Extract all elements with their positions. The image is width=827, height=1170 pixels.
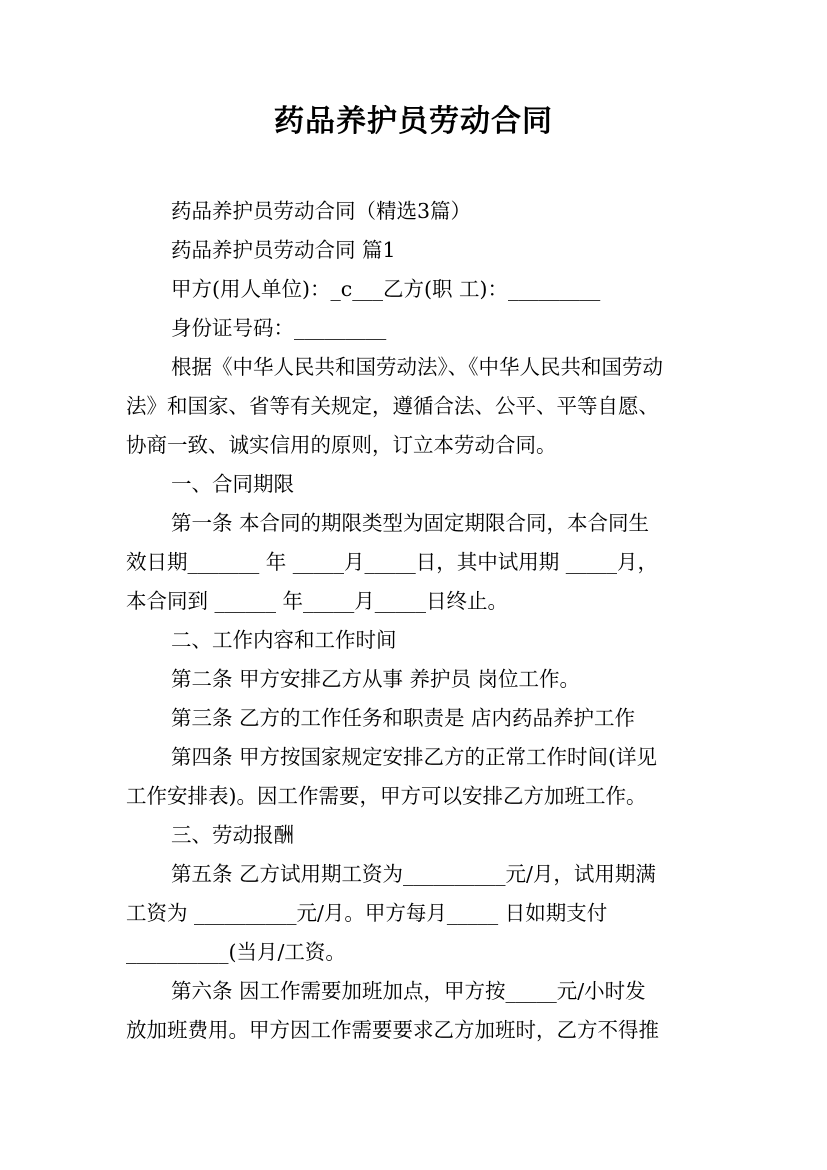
doc-line-heading: 三、劳动报酬 xyxy=(171,823,294,847)
doc-line-article: __________(当月/工资。 xyxy=(126,940,346,964)
doc-line-article: 第三条 乙方的工作任务和职责是 店内药品养护工作 xyxy=(171,706,636,730)
doc-line-article: 第二条 甲方安排乙方从事 养护员 岗位工作。 xyxy=(171,667,581,691)
doc-line-paragraph: 根据《中华人民共和国劳动法》、《中华人民共和国劳动 xyxy=(171,355,663,379)
doc-line-id-number: 身份证号码：_________ xyxy=(171,316,387,340)
doc-line-subtitle: 药品养护员劳动合同（精选3篇） xyxy=(171,199,472,223)
doc-line-parties: 甲方(用人单位)：_c___乙方(职 工)：_________ xyxy=(171,277,601,301)
doc-line-article: 放加班费用。甲方因工作需要要求乙方加班时，乙方不得推 xyxy=(126,1018,659,1042)
doc-line-article: 第五条 乙方试用期工资为__________元/月，试用期满 xyxy=(171,862,656,886)
doc-line-heading: 一、合同期限 xyxy=(171,472,294,496)
doc-line-section-heading: 药品养护员劳动合同 篇1 xyxy=(171,238,396,262)
doc-line-article: 第一条 本合同的期限类型为固定期限合同，本合同生 xyxy=(171,511,650,535)
doc-line-paragraph: 法》和国家、省等有关规定，遵循合法、公平、平等自愿、 xyxy=(126,394,659,418)
doc-line-article: 第六条 因工作需要加班加点，甲方按_____元/小时发 xyxy=(171,979,646,1003)
doc-line-article: 第四条 甲方按国家规定安排乙方的正常工作时间(详见 xyxy=(171,745,658,769)
doc-line-article: 效日期_______ 年 _____月_____日，其中试用期 _____月， xyxy=(126,550,659,574)
doc-line-article: 工资为 __________元/月。甲方每月_____ 日如期支付 xyxy=(126,901,608,925)
document-title: 药品养护员劳动合同 xyxy=(274,104,553,139)
doc-line-paragraph: 协商一致、诚实信用的原则，订立本劳动合同。 xyxy=(126,433,557,457)
doc-line-heading: 二、工作内容和工作时间 xyxy=(171,628,397,652)
doc-line-article: 本合同到 ______ 年_____月_____日终止。 xyxy=(126,589,509,613)
doc-line-article: 工作安排表)。因工作需要，甲方可以安排乙方加班工作。 xyxy=(126,784,647,808)
